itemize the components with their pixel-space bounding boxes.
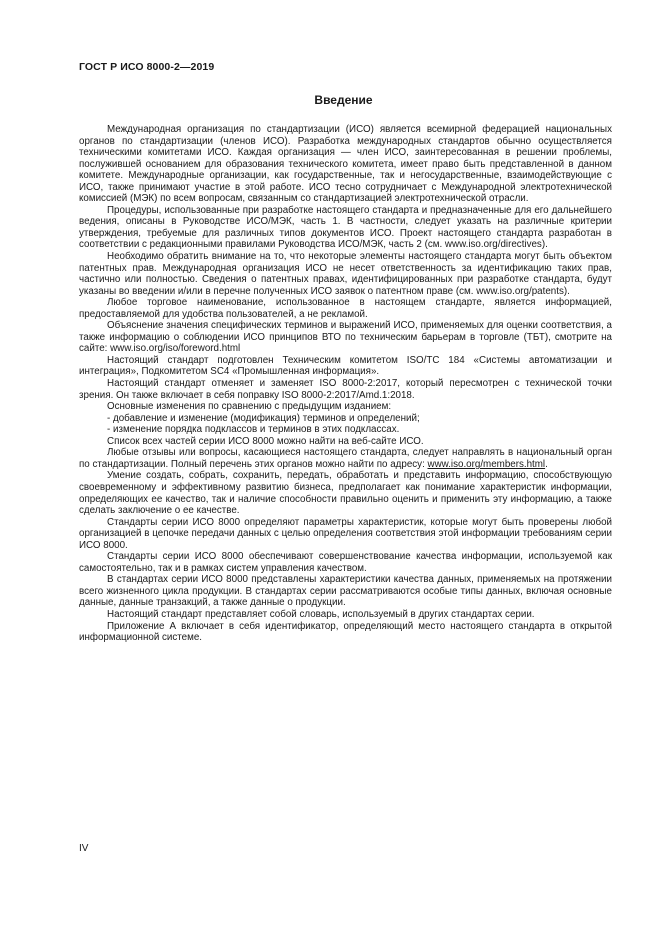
- members-link[interactable]: www.iso.org/members.html: [427, 458, 546, 470]
- paragraph: Процедуры, использованные при разработке настоящего стандарта и предназначенные для его дальнейшего ведения, описаны в Руководстве ИСО/МЭК, часть 1. В частности, следует указать на различные критерии утверждения, требуемые для различных типов документов ИСО. Проект настоящего стандарта разработан в соответствии с редакционными правилами Руководства ИСО/МЭК, часть 2 (см. www.iso.org/directives).: [79, 204, 612, 251]
- section-title: Введение: [314, 93, 373, 107]
- paragraph: Приложение А включает в себя идентификатор, определяющий место настоящего стандарта в открытой информационной системе.: [79, 620, 612, 644]
- paragraph: В стандартах серии ИСО 8000 представлены характеристики качества данных, применяемых на протяжении всего жизненного цикла продукции. В стандартах серии рассматриваются особые типы данных, включая основные данные, данные транзакций, а также данные о продукции.: [79, 574, 612, 609]
- change-list-item: - изменение порядка подклассов и терминов в этих подклассах.: [107, 424, 400, 436]
- paragraph: Стандарты серии ИСО 8000 определяют параметры характеристик, которые могут быть проверены любой организацией в цепочке передачи данных с целью определения соответствия этой информации требованиям серии ИСО 8000.: [79, 516, 612, 551]
- paragraph: Настоящий стандарт представляет собой словарь, используемый в других стандартах серии.: [107, 608, 535, 620]
- paragraph: Основные изменения по сравнению с предыдущим изданием:: [107, 401, 392, 413]
- feedback-paragraph: [79, 447, 612, 470]
- change-list-item: - добавление и изменение (модификация) терминов и определений;: [107, 412, 420, 424]
- paragraph: Стандарты серии ИСО 8000 обеспечивают совершенствование качества информации, используемой как самостоятельно, так и в рамках систем управления качеством.: [79, 551, 612, 574]
- document-body: [79, 124, 612, 644]
- paragraph: Необходимо обратить внимание на то, что некоторые элементы настоящего стандарта могут быть объектом патентных прав. Международная организация ИСО не несет ответственность за идентификацию таких прав, частично или полностью. Сведения о патентных правах, идентифицированных при разработке стандарта, будут указаны во введении и/или в перечне полученных ИСО заявок о патентном праве (см. www.iso.org/patents).: [79, 251, 612, 297]
- paragraph: Умение создать, собрать, сохранить, передать, обработать и представить информацию, способствующую своевременному и эффективному развитию бизнеса, предполагает как понимание характеристик информации, определяющих ее качество, так и наличие способности правильно оценить и применить эту информацию, а также сделать заключение о ее качестве.: [79, 470, 612, 517]
- page-number: IV: [79, 843, 89, 854]
- paragraph: Международная организация по стандартизации (ИСО) является всемирной федерацией национальных органов по стандартизации (членов ИСО). Разработка международных стандартов обычно осуществляется техническими комитетами ИСО. Каждая организация — член ИСО, заинтересованная в решении проблемы, послужившей основанием для образования технического комитета, имеет право быть представленной в данном комитете. Международные организации, как государственные, так и негосударственные, взаимодействующие с ИСО, также принимают участие в этой работе. ИСО тесно сотрудничает с Международной электротехнической комиссией (МЭК) по всем вопросам, связанным со стандартизацией электротехнической отрасли.: [79, 124, 612, 205]
- paragraph: Настоящий стандарт отменяет и заменяет ISO 8000-2:2017, который пересмотрен с технической точки зрения. Он также включает в себя поправку ISO 8000-2:2017/Amd.1:2018.: [79, 378, 612, 401]
- paragraph: Любое торговое наименование, использованное в настоящем стандарте, является информацией, предоставляемой для удобства пользователей, а не рекламой.: [79, 297, 612, 320]
- paragraph: Список всех частей серии ИСО 8000 можно найти на веб-сайте ИСО.: [107, 435, 424, 447]
- standard-code: ГОСТ Р ИСО 8000-2—2019: [79, 61, 215, 73]
- feedback-text: Любые отзывы или вопросы, касающиеся настоящего стандарта, следует направлять в национальный орган по стандартизации. Полный перечень этих органов можно найти по адресу:: [79, 447, 612, 470]
- feedback-suffix: .: [545, 458, 548, 470]
- paragraph: Настоящий стандарт подготовлен Техническим комитетом ISO/TC 184 «Системы автоматизации и интеграция», Подкомитетом SC4 «Промышленная информация».: [79, 354, 612, 378]
- paragraph: Объяснение значения специфических терминов и выражений ИСО, применяемых для оценки соответствия, а также информацию о соблюдении ИСО принципов ВТО по техническим барьерам в торговле (ТБТ), смотрите на сайте: www.iso.org/iso/foreword.html: [79, 320, 612, 355]
